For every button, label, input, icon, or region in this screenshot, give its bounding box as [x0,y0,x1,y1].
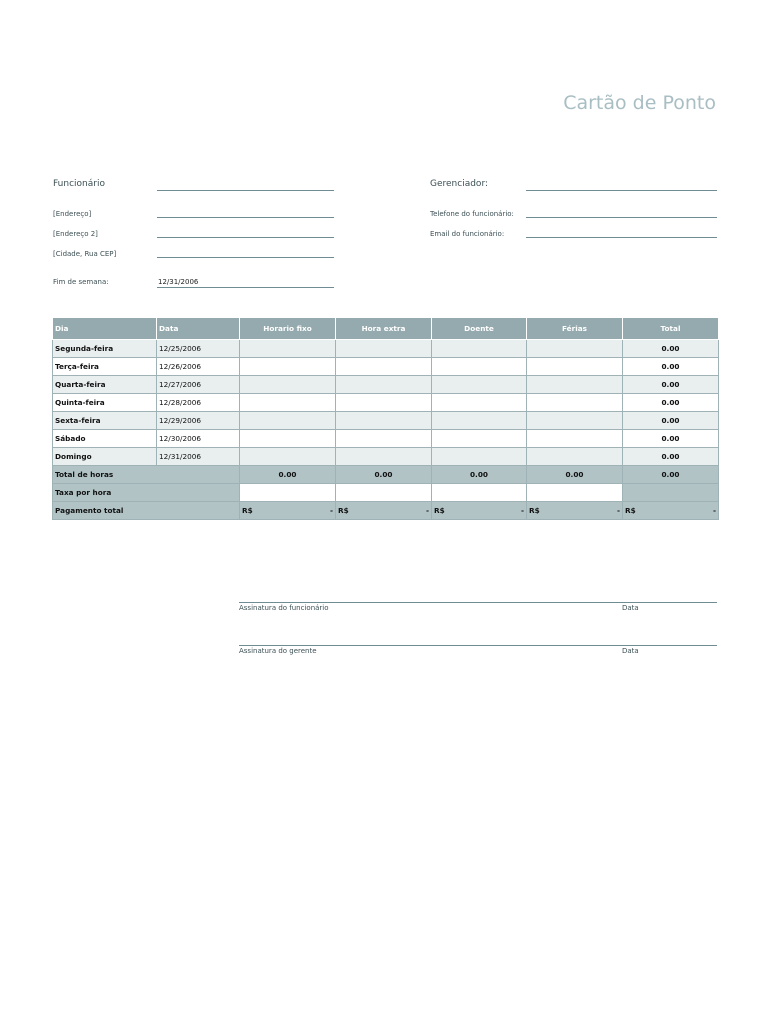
currency-symbol: R$ [529,506,540,515]
header-dia: Dia [53,318,157,340]
manager-signature-label: Assinatura do gerente [239,647,317,655]
doente-cell[interactable] [432,358,527,376]
rate-total-cell [623,484,719,502]
total-pay-label: Pagamento total [53,502,240,520]
employee-signature-label: Assinatura do funcionário [239,604,329,612]
ferias-cell[interactable] [527,412,623,430]
rate-ferias-input[interactable] [527,484,623,502]
table-row [53,412,719,430]
table-header-row [53,318,719,340]
timecard-table [52,317,719,520]
header-horario-fixo: Horario fixo [240,318,336,340]
horario-fixo-cell[interactable] [240,376,336,394]
total-cell: 0.00 [623,340,719,358]
total-total: 0.00 [623,466,719,484]
currency-symbol: R$ [338,506,349,515]
table-row [53,376,719,394]
rate-horario-fixo-input[interactable] [240,484,336,502]
total-horario-fixo: 0.00 [240,466,336,484]
table-row [53,394,719,412]
week-end-field-line [157,287,334,288]
rate-doente-input[interactable] [432,484,527,502]
pay-amount: - [520,506,524,515]
header-total: Total [623,318,719,340]
city-field[interactable] [157,257,334,258]
header-data: Data [157,318,240,340]
hora-extra-cell[interactable] [336,430,432,448]
doente-cell[interactable] [432,376,527,394]
ferias-cell[interactable] [527,448,623,466]
total-cell: 0.00 [623,358,719,376]
date-cell[interactable]: 12/31/2006 [157,448,240,466]
doente-cell[interactable] [432,430,527,448]
pay-doente [432,502,527,520]
manager-signature-date-label: Data [622,647,639,655]
pay-amount: - [425,506,429,515]
day-cell: Domingo [53,448,157,466]
header-ferias: Férias [527,318,623,340]
manager-label: Gerenciador: [430,179,489,189]
horario-fixo-cell[interactable] [240,340,336,358]
table-row [53,448,719,466]
total-hours-label: Total de horas [53,466,240,484]
hora-extra-cell[interactable] [336,358,432,376]
pay-amount: - [329,506,333,515]
hora-extra-cell[interactable] [336,376,432,394]
horario-fixo-cell[interactable] [240,448,336,466]
horario-fixo-cell[interactable] [240,412,336,430]
hourly-rate-label: Taxa por hora [53,484,240,502]
ferias-cell[interactable] [527,358,623,376]
total-cell: 0.00 [623,448,719,466]
employee-signature-date-label: Data [622,604,639,612]
day-cell: Sexta-feira [53,412,157,430]
week-end-label: Fim de semana: [53,278,109,286]
address-field[interactable] [157,217,334,218]
total-doente: 0.00 [432,466,527,484]
address-label: [Endereço] [53,210,92,218]
date-cell[interactable]: 12/26/2006 [157,358,240,376]
ferias-cell[interactable] [527,376,623,394]
city-label: [Cidade, Rua CEP] [53,250,117,258]
currency-symbol: R$ [625,506,636,515]
address2-label: [Endereço 2] [53,230,98,238]
horario-fixo-cell[interactable] [240,394,336,412]
total-cell: 0.00 [623,412,719,430]
header-hora-extra: Hora extra [336,318,432,340]
total-cell: 0.00 [623,394,719,412]
phone-field[interactable] [526,217,717,218]
date-cell[interactable]: 12/30/2006 [157,430,240,448]
email-field[interactable] [526,237,717,238]
hora-extra-cell[interactable] [336,448,432,466]
currency-symbol: R$ [242,506,253,515]
total-hora-extra: 0.00 [336,466,432,484]
hourly-rate-row [53,484,719,502]
currency-symbol: R$ [434,506,445,515]
day-cell: Segunda-feira [53,340,157,358]
page-title: Cartão de Ponto [563,92,716,114]
table-row [53,430,719,448]
table-row [53,340,719,358]
total-hours-row [53,466,719,484]
employee-name-field[interactable] [157,190,334,191]
total-pay-row [53,502,719,520]
employee-label: Funcionário [53,179,105,189]
phone-label: Telefone do funcionário: [430,210,514,218]
manager-signature-line[interactable] [239,645,717,646]
pay-ferias [527,502,623,520]
pay-amount: - [712,506,716,515]
horario-fixo-cell[interactable] [240,358,336,376]
ferias-cell[interactable] [527,340,623,358]
manager-name-field[interactable] [526,190,717,191]
pay-hora-extra [336,502,432,520]
pay-total [623,502,719,520]
pay-horario-fixo [240,502,336,520]
rate-hora-extra-input[interactable] [336,484,432,502]
address2-field[interactable] [157,237,334,238]
hora-extra-cell[interactable] [336,412,432,430]
day-cell: Quinta-feira [53,394,157,412]
day-cell: Sábado [53,430,157,448]
table-row [53,358,719,376]
total-cell: 0.00 [623,430,719,448]
date-cell[interactable]: 12/28/2006 [157,394,240,412]
hora-extra-cell[interactable] [336,394,432,412]
hora-extra-cell[interactable] [336,340,432,358]
doente-cell[interactable] [432,340,527,358]
day-cell: Quarta-feira [53,376,157,394]
total-ferias: 0.00 [527,466,623,484]
pay-amount: - [616,506,620,515]
date-cell[interactable]: 12/27/2006 [157,376,240,394]
doente-cell[interactable] [432,448,527,466]
total-cell: 0.00 [623,376,719,394]
header-doente: Doente [432,318,527,340]
email-label: Email do funcionário: [430,230,505,238]
doente-cell[interactable] [432,394,527,412]
ferias-cell[interactable] [527,394,623,412]
employee-signature-line[interactable] [239,602,717,603]
horario-fixo-cell[interactable] [240,430,336,448]
week-end-value[interactable]: 12/31/2006 [158,278,199,286]
ferias-cell[interactable] [527,430,623,448]
date-cell[interactable]: 12/29/2006 [157,412,240,430]
date-cell[interactable]: 12/25/2006 [157,340,240,358]
day-cell: Terça-feira [53,358,157,376]
doente-cell[interactable] [432,412,527,430]
